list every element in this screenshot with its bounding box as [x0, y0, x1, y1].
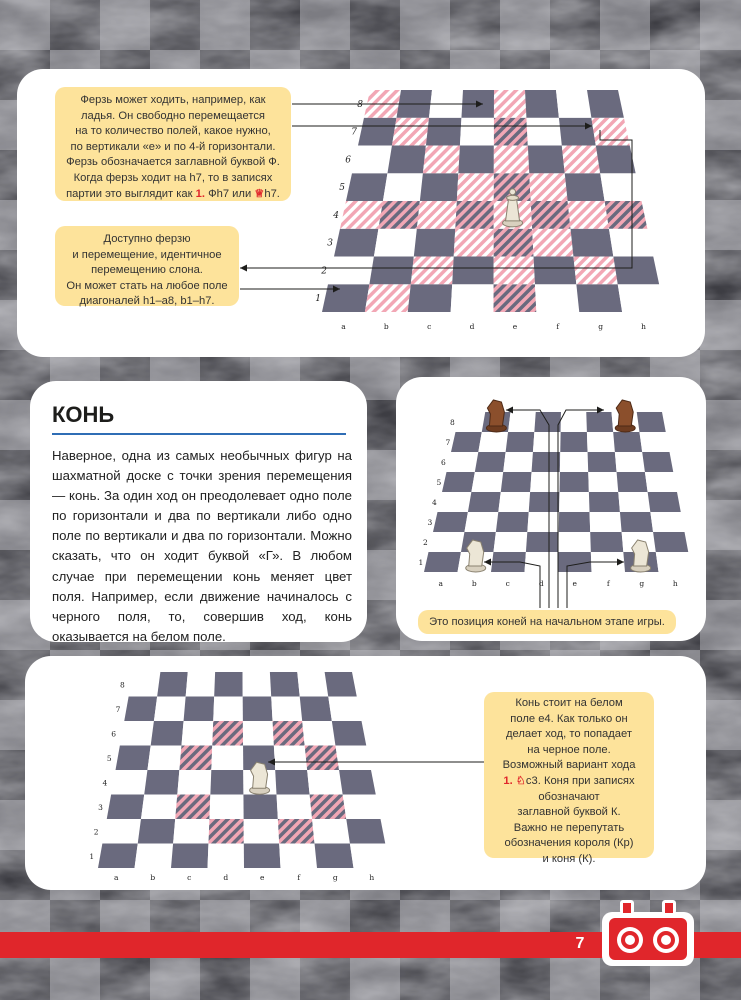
file-label: f	[606, 579, 610, 588]
square-a4	[111, 770, 147, 795]
queen-note2-line: Он может стать на любое поле	[66, 279, 228, 292]
square-g4	[307, 770, 343, 795]
square-g7	[300, 697, 332, 722]
square-g3	[310, 795, 347, 820]
file-label: b	[471, 579, 477, 588]
file-label: a	[438, 579, 443, 588]
square-g6	[302, 721, 335, 746]
rank-label: 2	[422, 538, 428, 547]
square-c5	[179, 746, 212, 771]
knights-caption: Это позиция коней на начальном этапе игры.	[418, 610, 676, 634]
queen-note-line: на то количество полей, какое нужно,	[75, 125, 271, 138]
rank-label: 6	[440, 458, 446, 467]
rank-label: 8	[449, 418, 455, 427]
knight-icon: ♘	[515, 774, 526, 787]
rank-label: 1	[418, 558, 424, 567]
file-label: g	[332, 873, 338, 882]
knight-note-line: делает ход, то попадает	[505, 728, 632, 741]
square-c1	[171, 844, 208, 869]
square-d6	[212, 721, 243, 746]
square-e2	[244, 819, 280, 844]
rank-label: 5	[339, 183, 345, 194]
rank-label: 8	[357, 99, 363, 110]
file-label: g	[598, 322, 604, 331]
rank-label: 2	[93, 827, 99, 837]
knight-note-move-line	[490, 774, 648, 790]
queen-icon: ♕	[254, 187, 265, 200]
rank-label: 7	[445, 438, 451, 447]
knight-title: КОНЬ	[52, 402, 115, 427]
square-h2	[346, 819, 385, 844]
knight-note-line: обозначения короля (Кр)	[504, 837, 634, 850]
square-d2	[208, 819, 243, 844]
chess-clock-icon	[600, 898, 696, 968]
square-h5	[335, 746, 371, 771]
knight-note-line: поле е4. Как только он	[510, 712, 628, 725]
square-h7	[328, 697, 361, 722]
queen-note2-line: диагоналей h1–a8, b1–h7.	[79, 295, 215, 308]
square-a3	[107, 795, 144, 820]
square-h1	[350, 844, 390, 869]
square-f4	[275, 770, 309, 795]
page-number: 7	[575, 935, 585, 952]
queen-note2-line: Доступно ферзю	[103, 233, 191, 245]
square-f3	[277, 795, 313, 820]
rank-label: 3	[327, 238, 333, 249]
square-d3	[209, 795, 243, 820]
knight-note-line: заглавной буквой К.	[517, 806, 621, 819]
move-end: h7.	[264, 187, 280, 200]
knight-note-line: на черное поле.	[527, 743, 611, 756]
rank-label: 8	[120, 680, 125, 690]
rank-label: 2	[321, 266, 327, 277]
square-b2	[138, 819, 175, 844]
rank-label: 6	[345, 155, 351, 166]
file-label: e	[512, 322, 518, 331]
square-g2	[312, 819, 350, 844]
square-e7	[243, 697, 273, 722]
square-d7	[213, 697, 243, 722]
knight-note-line: Возможный вариант хода	[502, 759, 636, 772]
queen-note-line: Ферзь обозначается заглавной буквой Ф.	[66, 156, 280, 169]
move-number: 1.	[503, 774, 513, 787]
rank-label: 1	[315, 294, 321, 305]
square-b5	[147, 746, 181, 771]
square-b8	[157, 672, 188, 697]
knight-move-text: c3. Коня при записях	[525, 774, 635, 787]
queen-note-line: по вертикали «е» и по 4-й горизонтали.	[70, 140, 276, 153]
move-number: 1.	[195, 187, 205, 200]
square-d1	[208, 844, 245, 869]
square-b7	[154, 697, 186, 722]
square-a6	[120, 721, 154, 746]
square-d8	[214, 672, 243, 697]
rank-label: 7	[351, 127, 357, 138]
file-label: d	[223, 873, 229, 882]
file-label: g	[639, 579, 645, 588]
square-a1	[98, 844, 138, 869]
square-a7	[124, 697, 157, 722]
file-label: c	[427, 322, 432, 331]
square-h4	[339, 770, 376, 795]
move-prefix: партии это выглядит как	[66, 187, 196, 200]
knight-note-line: обозначают	[538, 790, 600, 803]
square-f2	[278, 819, 315, 844]
file-label: c	[505, 579, 510, 588]
square-h6	[332, 721, 366, 746]
square-e3	[243, 795, 277, 820]
rank-label: 5	[436, 478, 442, 487]
square-b3	[141, 795, 177, 820]
queen-note2-line: перемещению слона.	[91, 264, 203, 277]
square-c3	[175, 795, 210, 820]
square-f6	[273, 721, 305, 746]
queen-note-line: Когда ферзь ходит на h7, то в записях	[73, 171, 273, 184]
square-f1	[279, 844, 317, 869]
square-g8	[297, 672, 328, 697]
file-label: c	[187, 873, 192, 882]
square-e6	[243, 721, 274, 746]
square-g1	[315, 844, 354, 869]
queen-note-line: Ферзь может ходить, например, как	[80, 94, 266, 106]
file-label: b	[383, 322, 389, 331]
square-d4	[210, 770, 243, 795]
square-f8	[270, 672, 300, 697]
rank-label: 1	[89, 851, 95, 861]
knight-description: Наверное, одна из самых необычных фигур на шахматной доске с точки зрения перемещения — конь. За один ход он преодолевает одно поле по горизонтали и два по вертикали либо одно поле по вертикали и два по горизонтали. Можно сказать, что он ходит буквой «Г». В любом случае при перемещении конь меняет цвет поля. Например, если движение начиналось с черного поля, то, совершив ход, конь оказывается на белом поле.	[52, 448, 352, 644]
square-a5	[116, 746, 151, 771]
square-c7	[184, 697, 215, 722]
knight-note-line: и коня (К).	[542, 852, 596, 865]
rank-label: 7	[115, 704, 121, 714]
rank-label: 5	[106, 753, 112, 763]
queen-note-line: ладья. Он свободно перемещается	[81, 109, 265, 122]
queen-note2-line: и перемещение, идентичное	[72, 248, 222, 261]
square-b1	[135, 844, 174, 869]
file-label: d	[469, 322, 475, 331]
knight-note-line: Конь стоит на белом	[515, 697, 623, 709]
square-d5	[211, 746, 243, 771]
square-a2	[102, 819, 141, 844]
rank-label: 4	[431, 498, 437, 507]
file-label: a	[341, 322, 346, 331]
rank-label: 3	[98, 802, 103, 812]
file-label: h	[369, 873, 375, 882]
square-a8	[129, 672, 161, 697]
knight-note-line: Важно не перепутать	[513, 821, 625, 834]
rank-label: 4	[333, 210, 339, 221]
square-c6	[181, 721, 213, 746]
square-e8	[243, 672, 272, 697]
square-h3	[343, 795, 381, 820]
square-f5	[274, 746, 307, 771]
square-g5	[305, 746, 339, 771]
file-label: h	[672, 579, 678, 588]
knight-move-note	[484, 692, 654, 865]
file-label: b	[150, 873, 156, 882]
move-mid: Фh7 или	[205, 187, 255, 200]
file-label: d	[538, 579, 544, 588]
file-label: f	[297, 873, 301, 882]
square-c2	[173, 819, 209, 844]
square-e1	[244, 844, 281, 869]
rank-label: 3	[427, 518, 433, 527]
file-label: a	[114, 873, 119, 882]
square-b4	[144, 770, 179, 795]
rank-label: 6	[111, 729, 117, 739]
square-b6	[151, 721, 184, 746]
file-label: h	[641, 322, 646, 331]
square-c8	[186, 672, 215, 697]
square-f7	[271, 697, 302, 722]
file-label: e	[260, 873, 265, 882]
file-label: f	[556, 322, 560, 331]
file-label: e	[572, 579, 577, 588]
square-h8	[325, 672, 357, 697]
square-c4	[177, 770, 211, 795]
rank-label: 4	[102, 778, 108, 788]
